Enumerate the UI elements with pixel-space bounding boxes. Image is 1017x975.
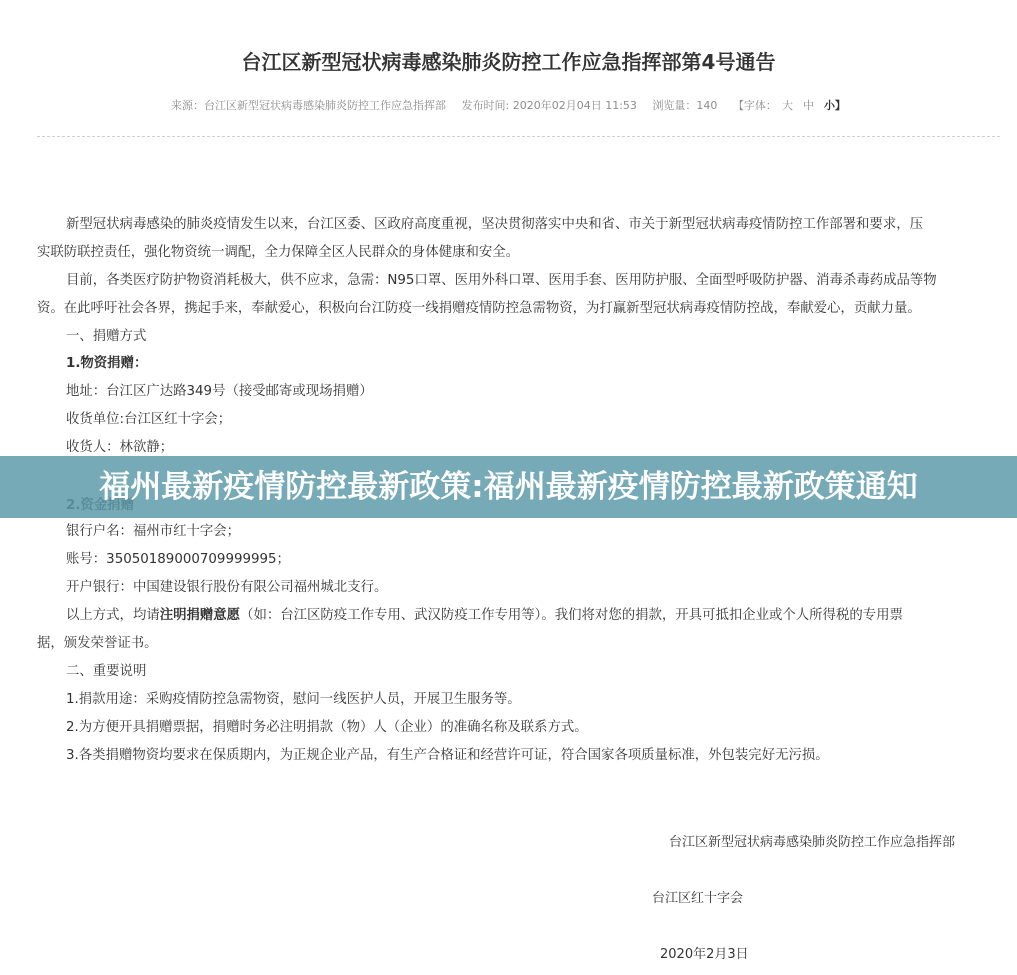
- notice-item-3: 3.各类捐赠物资均要求在保质期内，为正规企业产品，有生产合格证和经营许可证，符合国家各项质量标准，外包装完好无污损。: [66, 748, 829, 763]
- article-title: 台江区新型冠状病毒感染肺炎防控工作应急指挥部第4号通告: [241, 50, 776, 74]
- paragraph-1-line-2: 实联防联控责任，强化物资统一调配，全力保障全区人民群众的身体健康和安全。: [37, 245, 520, 260]
- note-line-1-suffix: （如：台江区防疫工作专用、武汉防疫工作专用等）。我们将对您的捐款，开具可抵扣企业或个人所得税的专用票: [240, 608, 903, 623]
- meta-divider: [37, 136, 1000, 137]
- overlay-banner-text: 福州最新疫情防控最新政策:福州最新疫情防控最新政策通知: [99, 469, 918, 505]
- section-1-heading: 一、捐赠方式: [66, 329, 147, 344]
- paragraph-2-line-1: 目前，各类医疗防护物资消耗极大，供不应求，急需：N95口罩、医用外科口罩、医用手套、医用防护服、全面型呼吸防护器、消毒杀毒药成品等物: [66, 273, 937, 288]
- meta-views: 浏览量：140: [652, 99, 718, 112]
- note-line-2: 据，颁发荣誉证书。: [37, 636, 158, 651]
- section-2-heading: 二、重要说明: [66, 664, 147, 679]
- signature-org-2: 台江区红十字会: [652, 891, 744, 906]
- meta-source: 来源：台江区新型冠状病毒感染肺炎防控工作应急指挥部: [171, 99, 447, 112]
- note-line-1: [66, 606, 1002, 626]
- donation-address: 地址：台江区广达路349号（接受邮寄或现场捐赠）: [66, 384, 373, 399]
- paragraph-2-line-2: 资。在此呼吁社会各界，携起手来，奉献爱心，积极向台江防疫一线捐赠疫情防控急需物资，为打赢新型冠状病毒疫情防控战，奉献爱心，贡献力量。: [37, 301, 921, 316]
- article-meta: [0, 97, 1017, 113]
- account-name: 银行户名：福州市红十字会；: [66, 524, 241, 539]
- receiver-person: 收货人：林欲静；: [66, 440, 174, 455]
- note-line-1-prefix: 以上方式，均请: [66, 608, 160, 623]
- font-size-control: [733, 99, 846, 112]
- signature-date: 2020年2月3日: [660, 947, 749, 962]
- account-number: 账号：35050189000709999995；: [66, 552, 290, 567]
- signature-org-1: 台江区新型冠状病毒感染肺炎防控工作应急指挥部: [669, 835, 956, 850]
- sub-heading-goods: 1.物资捐赠：: [66, 356, 148, 371]
- notice-item-2: 2.为方便开具捐赠票据，捐赠时务必注明捐款（物）人（企业）的准确名称及联系方式。: [66, 720, 588, 735]
- meta-published: 发布时间: 2020年02月04日 11:53: [461, 99, 637, 112]
- receiver-unit: 收货单位:台江区红十字会；: [66, 412, 232, 427]
- bank-name: 开户银行：中国建设银行股份有限公司福州城北支行。: [66, 580, 388, 595]
- font-size-label: 【字体：: [732, 99, 777, 112]
- overlay-banner: [0, 456, 1017, 518]
- font-small-button[interactable]: 小】: [823, 99, 846, 112]
- paragraph-1-line-1: 新型冠状病毒感染的肺炎疫情发生以来，台江区委、区政府高度重视，坚决贯彻落实中央和省、市关于新型冠状病毒疫情防控工作部署和要求，压: [66, 217, 923, 232]
- font-medium-button[interactable]: 中: [802, 99, 814, 112]
- font-large-button[interactable]: 大: [781, 99, 793, 112]
- note-line-1-emphasis: 注明捐赠意愿: [159, 608, 241, 623]
- notice-item-1: 1.捐款用途：采购疫情防控急需物资，慰问一线医护人员，开展卫生服务等。: [66, 692, 521, 707]
